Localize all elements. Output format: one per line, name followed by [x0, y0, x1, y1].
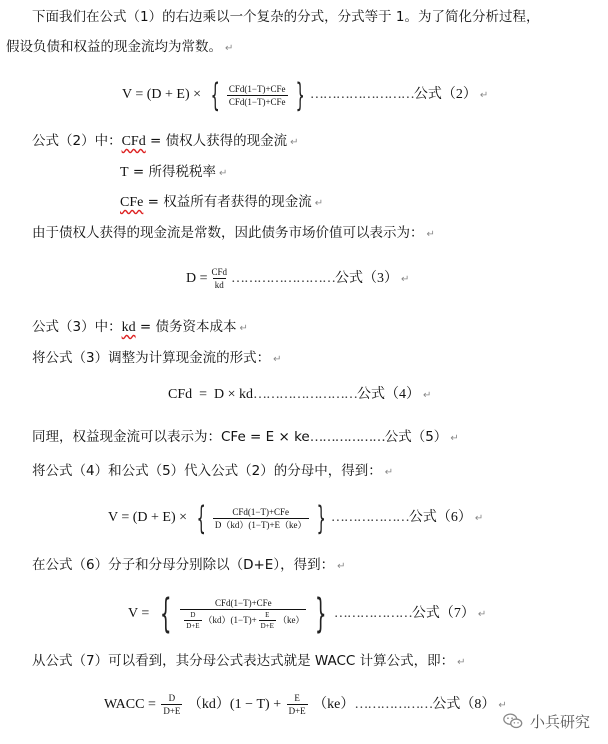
- intro-line-2: 假设负债和权益的现金流均为常数。 ↵: [6, 39, 234, 55]
- def2-cfe: CFe = 权益所有者获得的现金流 ↵: [120, 194, 324, 210]
- watermark: [502, 710, 590, 732]
- para-divide: 在公式（6）分子和分母分别除以（D+E），得到： ↵: [32, 557, 346, 573]
- def2-cfd: 公式（2）中：CFd = 债权人获得的现金流 ↵: [32, 133, 299, 149]
- formula-5: 同理，权益现金流可以表示为：CFe = E × ke………………公式（5） ↵: [32, 429, 459, 445]
- para-adjust: 将公式（3）调整为计算现金流的形式： ↵: [32, 350, 282, 366]
- intro-line-1: 下面我们在公式（1）的右边乘以一个复杂的分式，分式等于 1。为了简化分析过程，: [32, 9, 540, 25]
- formula-2: V = (D + E) × { $\frac{\text{CFd(1−T)+CFe}}{\text{CFd(1−T)+CFe}}$ } ……………………公式（2） ↵: [122, 76, 489, 114]
- wechat-icon: [502, 710, 524, 732]
- def3-kd: 公式（3）中：kd = 债务资本成本 ↵: [32, 319, 248, 335]
- para-wacc: 从公式（7）可以看到，其分母公式表达式就是 WACC 计算公式，即： ↵: [32, 653, 466, 669]
- formula-6: V = (D + E) × { $\frac{\text{CFd(1−T)+CFe}}{D(kd)(1-T)+E(ke)}$ } ………………公式（6） ↵: [108, 499, 484, 537]
- para-substitute: 将公式（4）和公式（5）代入公式（2）的分母中，得到： ↵: [32, 463, 394, 479]
- formula-3: D = $\frac{\text{CFd}}{kd}$ ……………………公式（3） ↵: [186, 267, 410, 291]
- def2-t: T = 所得税税率 ↵: [120, 164, 228, 180]
- formula-8: WACC = $\frac{D}{D+E}$ （kd）(1 − T) + $\frac{E}{D+E}$ （ke）………………公式（8） ↵: [104, 693, 507, 717]
- watermark-text: 小兵研究: [529, 712, 590, 731]
- formula-7: V = { CFd(1−T)+CFe $\frac{D}{D+E}$ （kd）(1−T)+ $\frac{E}{D+E}$ （ke） } ………………公式（7） ↵: [128, 590, 487, 637]
- para-debt: 由于债权人获得的现金流是常数，因此债务市场价值可以表示为： ↵: [32, 225, 435, 241]
- formula-4: CFd = D × kd……………………公式（4） ↵: [168, 387, 432, 402]
